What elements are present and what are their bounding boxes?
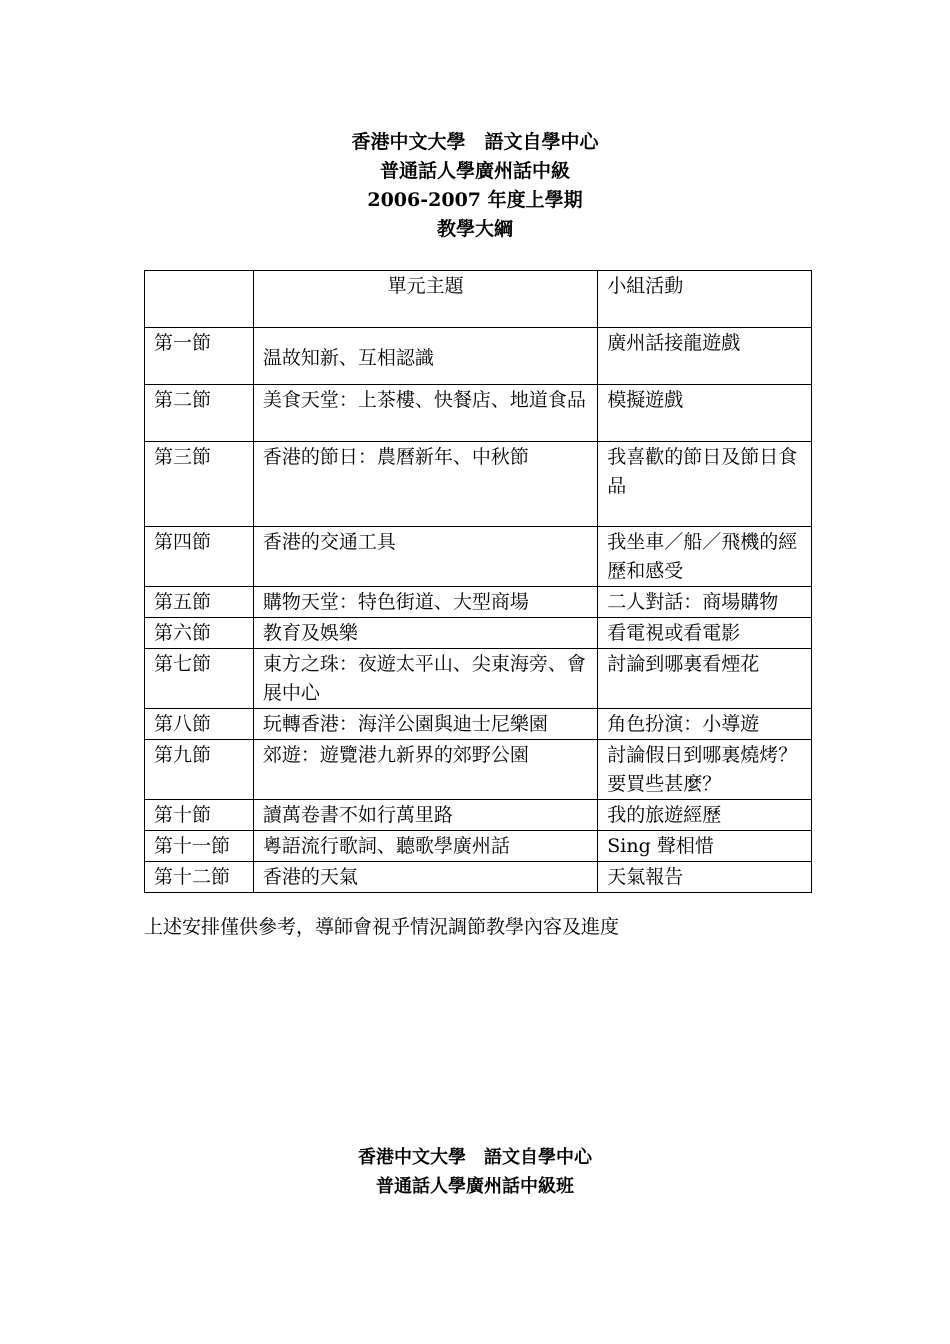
activity-cell: Sing 聲相惜 — [598, 831, 812, 862]
activity-cell: 角色扮演：小導遊 — [598, 709, 812, 740]
disclaimer-note: 上述安排僅供參考，導師會視乎情況調節教學內容及進度 — [144, 916, 620, 938]
session-cell: 第一節 — [145, 328, 254, 385]
topic-cell: 美食天堂：上茶樓、快餐店、地道食品 — [253, 385, 597, 442]
activity-cell: 我的旅遊經歷 — [598, 800, 812, 831]
syllabus-table — [144, 270, 812, 893]
session-cell: 第十一節 — [145, 831, 254, 862]
session-cell: 第三節 — [145, 442, 254, 527]
session-cell: 第十節 — [145, 800, 254, 831]
session-cell: 第七節 — [145, 649, 254, 709]
document-header — [0, 128, 950, 244]
course-title: 普通話人學廣州話中級 — [379, 160, 570, 182]
topic-cell: 教育及娛樂 — [253, 618, 597, 649]
session-cell: 第九節 — [145, 740, 254, 800]
table-row — [145, 442, 812, 527]
activity-cell: 天氣報告 — [598, 862, 812, 893]
topic-cell: 東方之珠：夜遊太平山、尖東海旁、會展中心 — [253, 649, 597, 709]
topic-cell: 香港的交通工具 — [253, 527, 597, 587]
topic-cell: 購物天堂：特色街道、大型商場 — [253, 587, 597, 618]
session-cell: 第四節 — [145, 527, 254, 587]
topic-cell: 温故知新、互相認識 — [253, 328, 597, 385]
session-cell: 第六節 — [145, 618, 254, 649]
topic-cell: 郊遊：遊覽港九新界的郊野公園 — [253, 740, 597, 800]
topic-cell: 香港的天氣 — [253, 862, 597, 893]
activity-cell: 模擬遊戲 — [598, 385, 812, 442]
table-row — [145, 618, 812, 649]
activity-cell: 我喜歡的節日及節日食品 — [598, 442, 812, 527]
activity-cell: 討論到哪裏看煙花 — [598, 649, 812, 709]
table-header-row — [145, 271, 812, 328]
header-cell-topic: 單元主題 — [253, 271, 597, 328]
table-row — [145, 800, 812, 831]
activity-cell: 我坐車／船／飛機的經歷和感受 — [598, 527, 812, 587]
institution-title: 香港中文大學 語文自學中心 — [351, 131, 599, 153]
session-cell: 第五節 — [145, 587, 254, 618]
table-row — [145, 831, 812, 862]
table-row — [145, 709, 812, 740]
activity-cell: 廣州話接龍遊戲 — [598, 328, 812, 385]
footer-course: 普通話人學廣州話中級班 — [376, 1176, 574, 1197]
activity-cell: 二人對話：商場購物 — [598, 587, 812, 618]
table-row — [145, 587, 812, 618]
header-cell-session — [145, 271, 254, 328]
activity-cell: 討論假日到哪裏燒烤？要買些甚麼？ — [598, 740, 812, 800]
syllabus-title: 教學大綱 — [436, 218, 513, 240]
session-cell: 第二節 — [145, 385, 254, 442]
session-cell: 第十二節 — [145, 862, 254, 893]
topic-cell: 讀萬卷書不如行萬里路 — [253, 800, 597, 831]
table-row — [145, 527, 812, 587]
footer-institution: 香港中文大學 語文自學中心 — [358, 1147, 592, 1168]
topic-cell: 玩轉香港：海洋公園與迪士尼樂園 — [253, 709, 597, 740]
table-row — [145, 385, 812, 442]
table-row — [145, 328, 812, 385]
term-title: 2006-2007 年度上學期 — [367, 189, 583, 211]
topic-cell: 粵語流行歌詞、聽歌學廣州話 — [253, 831, 597, 862]
table-row — [145, 649, 812, 709]
topic-cell: 香港的節日：農曆新年、中秋節 — [253, 442, 597, 527]
table-row — [145, 862, 812, 893]
activity-cell: 看電視或看電影 — [598, 618, 812, 649]
table-row — [145, 740, 812, 800]
header-cell-activity: 小組活動 — [598, 271, 812, 328]
session-cell: 第八節 — [145, 709, 254, 740]
document-footer — [0, 1143, 950, 1201]
